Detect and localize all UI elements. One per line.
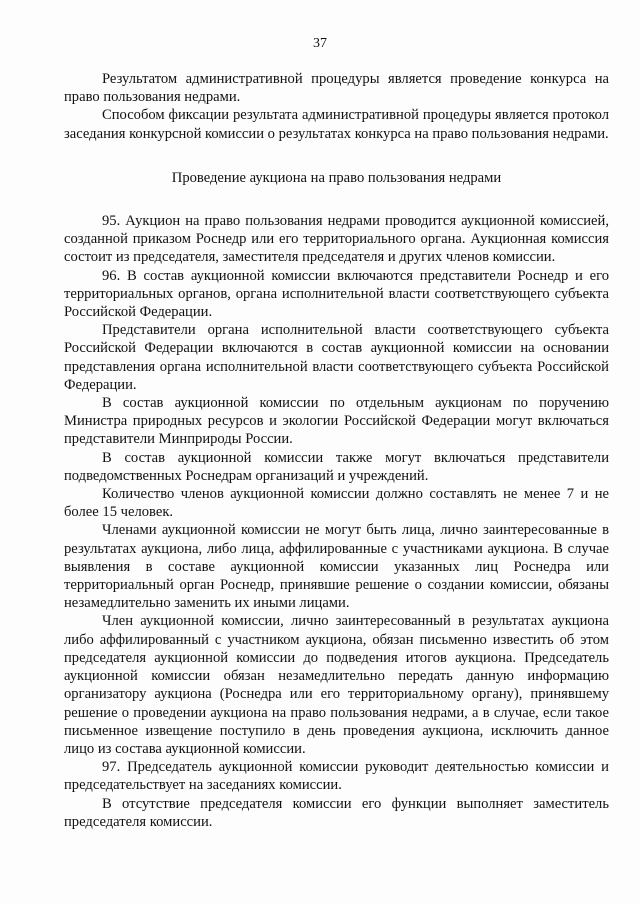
paragraph: Представители органа исполнительной власти соответствующего субъекта Российской Федерации включаются в состав аукционной комиссии на основании представления органа исполнительной власти соответствующего субъекта Российской Федерации.	[64, 322, 609, 393]
page-number: 37	[313, 36, 327, 51]
paragraph: Член аукционной комиссии, лично заинтересованный в результатах аукциона либо аффилированный с участником аукциона, обязан письменно известить об этом председателя аукционной комиссии до подведения итогов аукциона. Председатель аукционной комиссии обязан незамедлительно передать данную информацию организатору аукциона (Роснедра или его территориальному органу), принявшему решение о проведении аукциона на право пользования недрами, а в случае, если такое письменное извещение поступило в день проведения аукциона, исключить данное лицо из состава аукционной комиссии.	[64, 613, 609, 757]
paragraph: Результатом административной процедуры является проведение конкурса на право пользования недрами.	[64, 71, 609, 106]
paragraph-97: 97. Председатель аукционной комиссии руководит деятельностью комиссии и председательствует на заседаниях комиссии.	[64, 759, 609, 794]
section-title: Проведение аукциона на право пользования недрами	[171, 169, 502, 186]
paragraph: Членами аукционной комиссии не могут быть лица, лично заинтересованные в результатах аукциона, либо лица, аффилированные с участниками аукциона. В случае выявления в составе аукционной комиссии указанных лиц Роснедра или территориальный орган Роснедр, принявшие решение о создании комиссии, обязаны незамедлительно заменить их иными лицами.	[64, 522, 609, 612]
paragraph: В состав аукционной комиссии по отдельным аукционам по поручению Министра природных ресурсов и экологии Российской Федерации могут включаться представители Минприроды России.	[64, 395, 609, 448]
paragraph-96: 96. В состав аукционной комиссии включаются представители Роснедр и его территориальных органов, органа исполнительной власти соответствующего субъекта Российской Федерации.	[64, 267, 609, 321]
paragraph-95: 95. Аукцион на право пользования недрами проводится аукционной комиссией, созданной приказом Роснедр или его территориального органа. Аукционная комиссия состоит из председателя, заместителя председателя и других членов комиссии.	[64, 213, 609, 266]
document-body	[64, 70, 609, 831]
paragraph: В отсутствие председателя комиссии его функции выполняет заместитель председателя комиссии.	[64, 795, 609, 830]
paragraph: Количество членов аукционной комиссии должно составлять не менее 7 и не более 15 человек.	[64, 486, 609, 521]
paragraph: В состав аукционной комиссии также могут включаться представители подведомственных Роснедрам организаций и учреждений.	[64, 449, 609, 484]
paragraph: Способом фиксации результата административной процедуры является протокол заседания конкурсной комиссии о результатах конкурса на право пользования недрами.	[64, 107, 609, 142]
